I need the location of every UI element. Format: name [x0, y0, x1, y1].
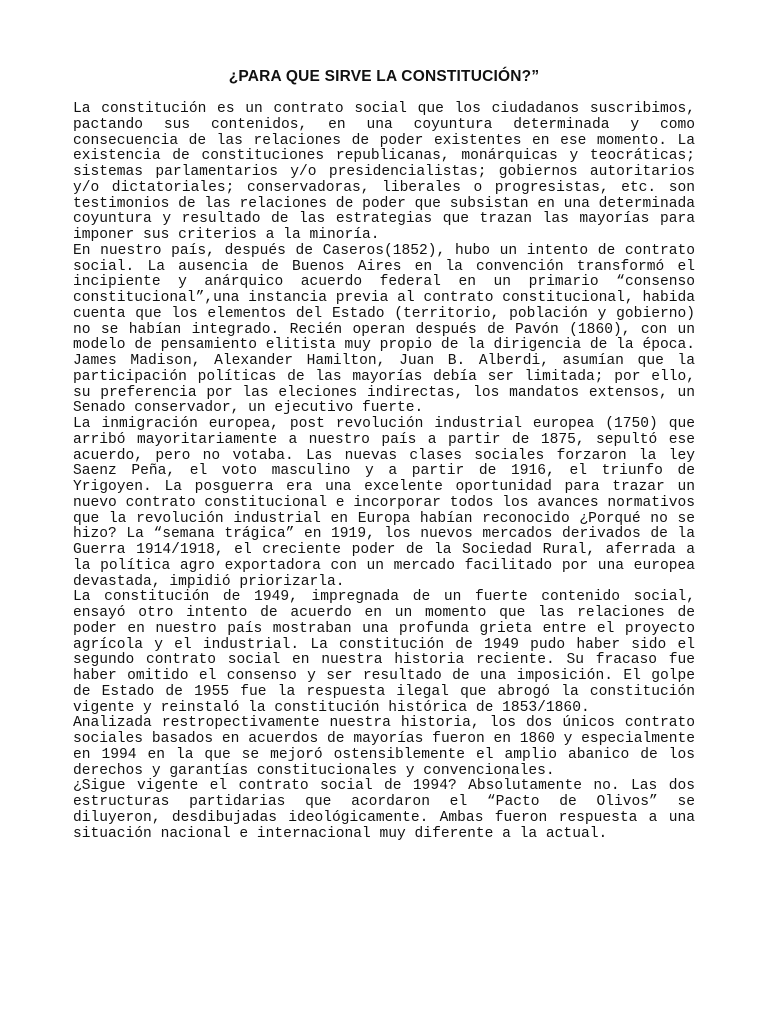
paragraph-5: Analizada restropectivamente nuestra historia, los dos únicos contrato sociales basados en acuerdos de mayorías fueron en 1860 y especialmente en 1994 en la que se mejoró ostensiblemente el amplio abanico de los derechos y garantías constitucionales y convencionales. — [73, 715, 695, 779]
document-title: ¿PARA QUE SIRVE LA CONSTITUCIÓN?” — [228, 68, 540, 85]
document-body — [73, 102, 695, 842]
paragraph-3: La inmigración europea, post revolución industrial europea (1750) que arribó mayoritariamente a nuestro país a partir de 1875, sepultó ese acuerdo, pero no votaba. Las nuevas clases sociales forzaron la ley Saenz Peña, el voto masculino y a partir de 1916, el triunfo de Yrigoyen. La posguerra era una excelente oportunidad para trazar un nuevo contrato constitucional e incorporar todos los avances normativos que la revolución industrial en Europa habían reconocido ¿Porqué no se hizo? La “semana trágica” en 1919, los nuevos mercados derivados de la Guerra 1914/1918, el creciente poder de la Sociedad Rural, aferrada a la política agro exportadora con un mercado facilitado por una europea devastada, impidió priorizarla. — [73, 416, 695, 590]
paragraph-1: La constitución es un contrato social que los ciudadanos suscribimos, pactando sus contenidos, en una coyuntura determinada y como consecuencia de las relaciones de poder existentes en ese momento. La existencia de constituciones republicanas, monárquicas y teocráticas; sistemas parlamentarios y/o presidencialistas; gobiernos autoritarios y/o dictatoriales; conservadoras, liberales o progresistas, etc. son testimonios de las relaciones de poder que subsistan en una determinada coyuntura y resultado de las estrategias que trazan las mayorías para imponer sus criterios a la minoría. — [73, 101, 695, 243]
paragraph-2: En nuestro país, después de Caseros(1852), hubo un intento de contrato social. La ausencia de Buenos Aires en la convención transformó el incipiente y anárquico acuerdo federal en un primario “consenso constitucional”,una instancia previa al contrato constitucional, habida cuenta que los elementos del Estado (territorio, población y gobierno) no se habían integrado. Recién operan después de Pavón (1860), con un modelo de pensamiento elitista muy propio de la dirigencia de la época. James Madison, Alexander Hamilton, Juan B. Alberdi, asumían que la participación políticas de las mayorías debía ser limitada; por ello, su preferencia por las eleciones indirectas, los mandatos extensos, un Senado conservador, un ejecutivo fuerte. — [73, 242, 695, 417]
paragraph-4: La constitución de 1949, impregnada de un fuerte contenido social, ensayó otro intento de acuerdo en un momento que las relaciones de poder en nuestro país mostraban una profunda grieta entre el proyecto agrícola y el industrial. La constitución de 1949 pudo haber sido el segundo contrato social en nuestra historia reciente. Su fracaso fue haber omitido el consenso y ser resultado de una imposición. El golpe de Estado de 1955 fue la respuesta ilegal que abrogó la constitución vigente y reinstaló la constitución histórica de 1853/1860. — [73, 589, 695, 716]
paragraph-6: ¿Sigue vigente el contrato social de 1994? Absolutamente no. Las dos estructuras partidarias que acordaron el “Pacto de Olivos” se diluyeron, desdibujadas ideológicamente. Ambas fueron respuesta a una situación nacional e internacional muy diferente a la actual. — [73, 778, 695, 842]
